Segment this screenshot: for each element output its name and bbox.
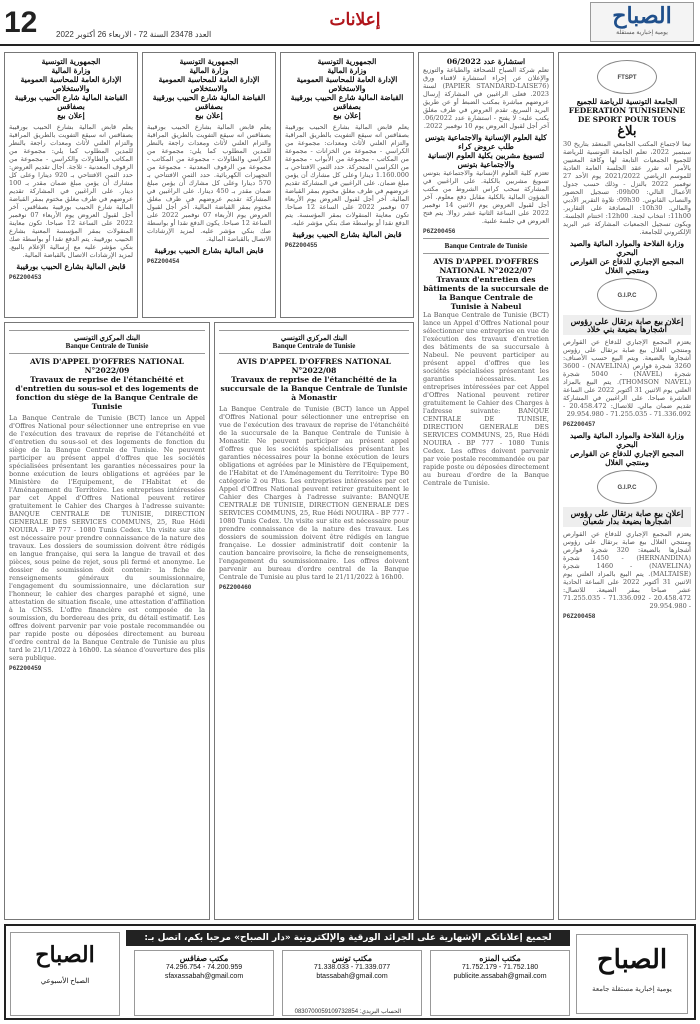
office-name: مكتب تونس [332,954,372,963]
newspaper-logo [590,2,694,42]
consultation-title: استشارة عدد 06/2022 [446,57,526,66]
office-phone: 71.338.033 - 71.339.077 [313,964,391,971]
ad-sale-3 [280,52,414,318]
ad-ref-2: P6Z200458 [563,613,596,620]
ministry-agri: وزارة الفلاحة والموارد المائية والصيد البحري [570,239,684,257]
ad-body: يعلم قابض المالية بشارع الحبيب بورقيبة بصفاقس انه سيقع التفويت بالطريق المراقبة والتزام العلني لأثاث ومعدات راجعة بالنظر للمدين المطلوب كما يلي: مجموعة من الكراسي والطاولات - مجموعة من المكاتب - مجموعة من الرفوف المعدنية - مجموعة من التجهيزات الكهربائية. حدد الثمن الافتتاحي بـ 570 دينارا وعلى كل مشارك أن يؤمن مبلغ ضمان مقدر بـ 450 دينارا. على الراغبين في المشاركة تقديم عروضهم في ظرف مغلق مختوم بمقر القباضة المالية. آخر أجل لقبول العروض يوم الأربعاء 07 نوفمبر 2022 على الساعة 12 صباحا. يكون الدفع نقدا أو بواسطة صك بنكي مؤشر عليه. لمزيد الإرشادات الاتصال بالقباضة المالية. [147,123,272,243]
bct-name-fr: Banque Centrale de Tunisie [444,242,528,250]
bct07-title: AVIS D'APPEL D'OFFRES NATIONAL N°2022/07 [433,257,539,275]
sale-body-1: يعتزم المجمع الإجباري للدفاع عن القوارص ومنتجي الغلال بيع صابة برتقال على رؤوس أشجارها بالضيعة. ويتم البيع حسب الأصناف: 3260 شجرة قوارص (NAVELINA) - 3600 شجرة (NAVEL) - 5040 شجرة (THOMSON NAVEL). يتم البيع بالمزاد العلني يوم الاثنين 31 أكتوبر 2022 على الساعة العاشرة صباحا. على الراغبين في المشاركة تقديم ضمان مالي. للاتصال: 20.458.472 - 71.336.092 - 71.255.035 - 29.954.980 [563,338,691,418]
footer-note: الحساب البريدي: 0830700059109732854 [294,1009,402,1015]
ad-direction: الإدارة العامة للمحاسبة العمومية والاستخلاص [296,75,398,93]
office-email[interactable]: sfaxassabah@gmail.com [164,973,244,980]
tender-subtitle: Travaux de reprise de l'étanchéité de la succursale de la Banque Centrale de Tunisie à Monastir [220,375,408,402]
issue-date: العدد 23478 السنة 72 - الاربعاء 26 أكتوبر 2022 [56,30,212,39]
footer-brand: الصباح [596,945,668,975]
ad-type: إعلان بيع [195,111,223,120]
footer-logo-right [576,934,688,1014]
tender-subtitle: Travaux de reprise de l'étanchéité et d'entretien du sous-sol et des logements de fonction du siège de la Banque Centrale de Tunisie [15,375,199,411]
gipc-logo-2: G.I.P.C [597,470,657,504]
footer-brand-2: الصباح [35,942,95,968]
bct-tender-08 [214,322,414,920]
ad-ref: P6Z200457 [563,421,596,428]
section-title: إعلانات [329,10,381,29]
footer-brand-2-sub: الصباح الأسبوعي [40,978,90,985]
office-name: مكتب صفاقس [179,954,229,963]
ad-ref: P6Z200453 [9,274,42,281]
consultation-body: تعلم شركة الصباح للصحافة والطباعة والتوزيع والإعلان عن إجراء استشارة لاقتناء ورق (PAPIER STANDARD-LAISE76) لسنة 2023. فعلى الراغبين في المشاركة إرسال عروضهم مباشرة بمكتب الضبط أو عن طريق البريد السريع. تقدم العروض في ظرف مغلق يكتب عليه: لا يفتح - استشارة عدد 06/2022. آخر أجل لقبول العروض يوم 10 نوفمبر 2022. [423,66,549,130]
sale-body-2: يعتزم المجمع الإجباري للدفاع عن القوارص ومنتجي الغلال بيع صابة برتقال على رؤوس أشجارها بالضيعة: 320 شجرة قوارص (HERNANDINA) - 1450 شجرة (NAVELINA) - 1460 شجرة (MALTAISE). يتم البيع بالمزاد العلني يوم الاثنين 31 أكتوبر 2022 على الساعة الحادية عشر صباحا بمقر الضيعة. للاتصال: 20.458.472 - 71.336.092 - 71.255.035 - 29.954.980 [563,530,691,610]
ad-office: القباضة المالية شارع الحبيب بورقيبة بصفاقس [152,93,266,111]
office-tunis [282,950,422,1016]
ad-ref: P6Z200456 [423,228,456,235]
federation-name: الجامعة التونسية للرياضة للجميع [576,97,678,106]
footer-banner: لجميع إعلاناتكم الإشهارية على الجرائد الورقية والإلكترونية «دار الصباح» مرحبا بكم، اتصل بـ: [126,930,570,946]
ad-country: الجمهورية التونسية [179,57,239,66]
tender-title: AVIS D'APPEL D'OFFRES NATIONAL N°2022/08 [237,357,391,375]
ad-direction: الإدارة العامة للمحاسبة العمومية والاستخلاص [158,75,260,93]
ad-country: الجمهورية التونسية [41,57,101,66]
office-name: مكتب المنزه [479,954,521,963]
ad-ref: P6Z200454 [147,258,180,265]
office-phone: 74.296.754 - 74.200.959 [165,964,243,971]
tender-title: AVIS D'APPEL D'OFFRES NATIONAL N°2022/09 [30,357,184,375]
tender-body: La Banque Centrale de Tunisie (BCT) lance un Appel d'Offres National pour sélectionner une entreprise en vue de l'exécution des travaux de reprise de l'étanchéité et d'entretien du sous-sol et des logements de fonction du siège de la Banque Centrale de Tunisie. Ne peuvent participer au présent appel d'offres que les sociétés spécialisées présentant les garanties nécessaires pour la bonne exécution de leurs obligations et agréées par le Ministère de l'Equipement, de l'Habitat et de l'Aménagement du Territoire. Les entreprises intéressées par cet Appel d'Offres National peuvent retirer gratuitement le Cahier des Charges à l'adresse suivante: BANQUE CENTRALE DE TUNISIE, DIRECTION GENERALE DES SERVICES COMMUNS, 25, Rue Hédi NOUIRA - BP 777 - 1080 Tunis Cedex. Un visite sur site est nécessaire pour prendre connaissance de la nature des travaux. Les dossiers de soumission doivent être rédigés en langue française, qui sera la langue de travail et des pièces, sous peine de rejet, sous pli fermé et anonyme. Le dossier de soumission doit contenir: la fiche de renseignements généraux du soumissionnaire, l'engagement du soumissionnaire, une déclaration sur l'honneur, le cahier des charges paraphé et signé, une attestation de situation fiscale, une attestation d'affiliation à la CNSS. L'offre financière est composée de la soumission, du bordereau des prix, du détail estimatif. Les offres doivent parvenir par voie postale recommandée ou par rapide poste ou déposées directement au bureau d'ordre central de la Banque Centrale de Tunisie au plus tard le 21/11/2022 à 16h00. La séance d'ouverture des plis sera publique. [9,414,205,662]
ministry-agri-2: وزارة الفلاحة والموارد المائية والصيد البحري [570,431,684,449]
ad-office: القباضة المالية شارع الحبيب بورقيبة بصفاقس [14,93,128,111]
ad-body: يعلم قابض المالية بشارع الحبيب بورقيبة بصفاقس انه سيقع التفويت بالطريق المراقبة والتزام العلني لأثاث ومعدات راجعة بالنظر للمدين المطلوب كما يلي: مجموعة من المكاتب والطاولات والكراسي - مجموعة من الرفوف المعدنية - ثلاجة. آجال تقديم العروض: حدد الثمن الافتتاحي بـ 920 دينارا وعلى كل مشارك أن يؤمن مبلغ ضمان مقدر بـ 100 دينار. على الراغبين في المشاركة تقديم عروضهم في ظرف مغلق مختوم بمقر القباضة المالية شارع الحبيب بورقيبة بصفاقس. آخر أجل لقبول العروض يوم الأربعاء 07 نوفمبر 2022 على الساعة 12 صباحا. تكون معاينة المنقولات بمقر المؤسسة المعنية بشارع الحبيب بورقيبة. يتم الدفع نقدا أو بواسطة صك بنكي مؤشر عليه مع إرسالية الإعلام بالبيع. لمزيد الإرشادات الاتصال بالقباضة المالية. [9,123,134,259]
office-email[interactable]: publicite.assabah@gmail.com [453,973,547,980]
faculty-title: كلية العلوم الإنسانية والاجتماعية بتونس [425,133,547,142]
bct-logo-box [423,238,549,254]
ad-column-5 [558,52,696,920]
ad-ministry: وزارة المالية [327,66,367,75]
ad-signature: قابض المالية بشارع الحبيب بورقيبة [154,246,264,255]
gipc-name: المجمع الإجباري للدفاع عن القوارص ومنتجي الغلال [570,257,684,275]
bct-logo-box [9,330,205,354]
faculty-subtitle: طلب عروض كراء [458,142,514,151]
logo-text: الصباح [612,3,672,29]
ad-sale-1 [4,52,138,318]
office-email[interactable]: btassabah@gmail.com [316,973,388,980]
ad-sale-2 [142,52,276,318]
ad-type: إعلان بيع [333,111,361,120]
faculty-body: تعتزم كلية العلوم الإنسانية والاجتماعية بتونس تسويغ مشربين بالكلية. على الراغبين في المشاركة سحب كراس الشروط من مكتب الشؤون المالية بالكلية مقابل دفع معلوم. آخر أجل لقبول العروض يوم الاثنين 14 نوفمبر 2022 على الساعة الثانية عشر زوالا. يتم فتح العروض في جلسة علنية. [423,169,550,225]
office-phone: 71.752.179 - 71.752.180 [461,964,539,971]
federation-name-fr: FEDERATION TUNISIENNE DE SPORT POUR TOUS [568,106,686,124]
gipc-logo: G.I.P.C [597,278,657,312]
ad-signature: قابض المالية بشارع الحبيب بورقيبة [292,230,402,239]
ad-type: إعلان بيع [57,111,85,120]
bct07-body: La Banque Centrale de Tunisie (BCT) lance un Appel d'Offres National pour sélectionner une entreprise en vue de l'exécution des travaux d'entretien des bâtiments de sa succursale à Nabeul. Ne peuvent participer au présent appel d'offres que les sociétés spécialisées présentant les garanties nécessaires. Les entreprises intéressées par cet Appel d'Offres National peuvent retirer gratuitement le Cahier des Charges à l'adresse suivante: BANQUE CENTRALE DE TUNISIE, DIRECTION GENERALE DES SERVICES COMMUNS, 25, Rue Hédi NOUIRA - BP 777 - 1080 Tunis Cedex. Les offres doivent parvenir par voie postale recommandée ou par rapide poste ou déposées directement au bureau d'ordre de la Banque Centrale de Tunisie. [423,311,550,487]
tender-body: La Banque Centrale de Tunisie (BCT) lance un Appel d'Offres National pour sélectionner une entreprise en vue de l'exécution des travaux de reprise de l'étanchéité de la succursale de la Banque Centrale de Tunisie à Monastir. Ne peuvent participer au présent appel d'offres que les sociétés spécialisées présentant les garanties nécessaires pour la bonne exécution de leurs obligations et agréées par le Ministère de l'Equipement, de l'Habitat et de l'Aménagement du Territoire: Type B0 catégorie 2 ou Plus. Les entreprises intéressées par cet Appel d'Offres National peuvent retirer gratuitement le Cahier des Charges à l'adresse suivante: BANQUE CENTRALE DE TUNISIE, DIRECTION GENERALE DES SERVICES COMMUNS, 25, Rue Hédi NOUIRA - BP 777 - 1080 Tunis Cedex. Un visite sur site est nécessaire pour prendre connaissance de la nature des travaux. Les dossiers de soumission doivent être rédigés en langue française. Le dossier administratif doit contenir la caution bancaire provisoire, la fiche de renseignements, l'engagement du soumissionnaire. Les offres doivent parvenir au bureau d'ordre central de la Banque Centrale de Tunisie au plus tard le 21/11/2022 à 16h00. [219,405,409,581]
bct-name-ar: البنك المركزي التونسي [280,334,348,342]
ad-column-4 [418,52,554,920]
footer-brand-sub: يومية إخبارية مستقلة جامعة [592,986,672,993]
ad-signature: قابض المالية بشارع الحبيب بورقيبة [16,262,126,271]
office-menzah [430,950,570,1016]
footer-logo-left [10,932,120,1016]
ad-office: القباضة المالية شارع الحبيب بورقيبة بصفاقس [290,93,404,111]
footer-contacts [4,924,696,1020]
page-header [0,0,700,46]
bct-logo-box [219,330,409,354]
logo-subtitle: يومية إخبارية مستقلة [616,30,668,36]
ad-ministry: وزارة المالية [189,66,229,75]
bct-name-fr: Banque Centrale de Tunisie [65,342,149,350]
bct-name-fr: Banque Centrale de Tunisie [272,342,356,350]
federation-logo: FTSPT [597,60,657,94]
faculty-subject: لتسويغ مشربين بكلية العلوم الإنسانية والاجتماعية بتونس [427,151,545,169]
ad-country: الجمهورية التونسية [317,57,377,66]
ad-ref: P6Z200455 [285,242,318,249]
bct-tender-09 [4,322,210,920]
ad-body: يعلم قابض المالية بشارع الحبيب بورقيبة بصفاقس انه سيقع التفويت بالطريق المراقبة والتزام العلني لأثاث ومعدات: مجموعة من الكراسي - مجموعة من الخزانات - مجموعة من المكاتب - مجموعة من الأبواب - مجموعة من الكراسي المتحركة. حدد الثمن الافتتاحي بـ 1.160.000 دينارا وعلى كل مشارك أن يؤمن مبلغ ضمان. على الراغبين في المشاركة تقديم عروضهم في ظرف مغلق مختوم بمقر القباضة المالية. آخر أجل لقبول العروض يوم الأربعاء 07 نوفمبر 2022 على الساعة 12 صباحا. تكون معاينة المنقولات بمقر المؤسسة. يتم الدفع نقدا أو بواسطة صك بنكي مؤشر عليه. [285,123,409,227]
bct07-subtitle: Travaux d'entretien des bâtiments de la succursale de la Banque Centrale de Tunisie à Nabeul [423,275,549,311]
notice-body: تبعا لاجتماع المكتب الجامعي المنعقد بتاريخ 30 سبتمبر 2022، تعلم الجامعة التونسية للرياضة للجميع الجمعيات التابعة لها وكافة المعنيين بالأمر أنه تقرر عقد الجلسة العامة العادية للموسم الرياضي 2021/2022 يوم الأحد 27 نوفمبر 2022 بالنزل - وذلك حسب جدول الأعمال التالي: 09h00: تسجيل الحضور والنصاب القانوني. 09h30: تلاوة التقرير الأدبي والمالي. 10h30: المصادقة على التقارير. 11h00: انتخاب لجنة. 12h00: اختتام الجلسة. ويكون تسجيل الجمعيات المشاركة عبر البريد الإلكتروني للجامعة. [563,140,691,236]
ad-direction: الإدارة العامة للمحاسبة العمومية والاستخلاص [20,75,122,93]
office-sfax [134,950,274,1016]
sale-title-2: إعلان بيع صابة برتقال على رؤوس أشجارها بضيعة بدار شعبان [563,507,691,527]
notice-title: بلاغ [617,124,637,139]
gipc-name-2: المجمع الإجباري للدفاع عن القوارص ومنتجي الغلال [570,449,684,467]
bct-name-ar: البنك المركزي التونسي [73,334,141,342]
page-number: 12 [4,6,38,39]
sale-title-1: إعلان بيع صابة برتقال على رؤوس أشجارها بضيعة بني خلاد [563,315,691,335]
ad-ref: P6Z200459 [9,665,42,672]
ad-ref: P6Z200460 [219,584,252,591]
ad-ministry: وزارة المالية [51,66,91,75]
